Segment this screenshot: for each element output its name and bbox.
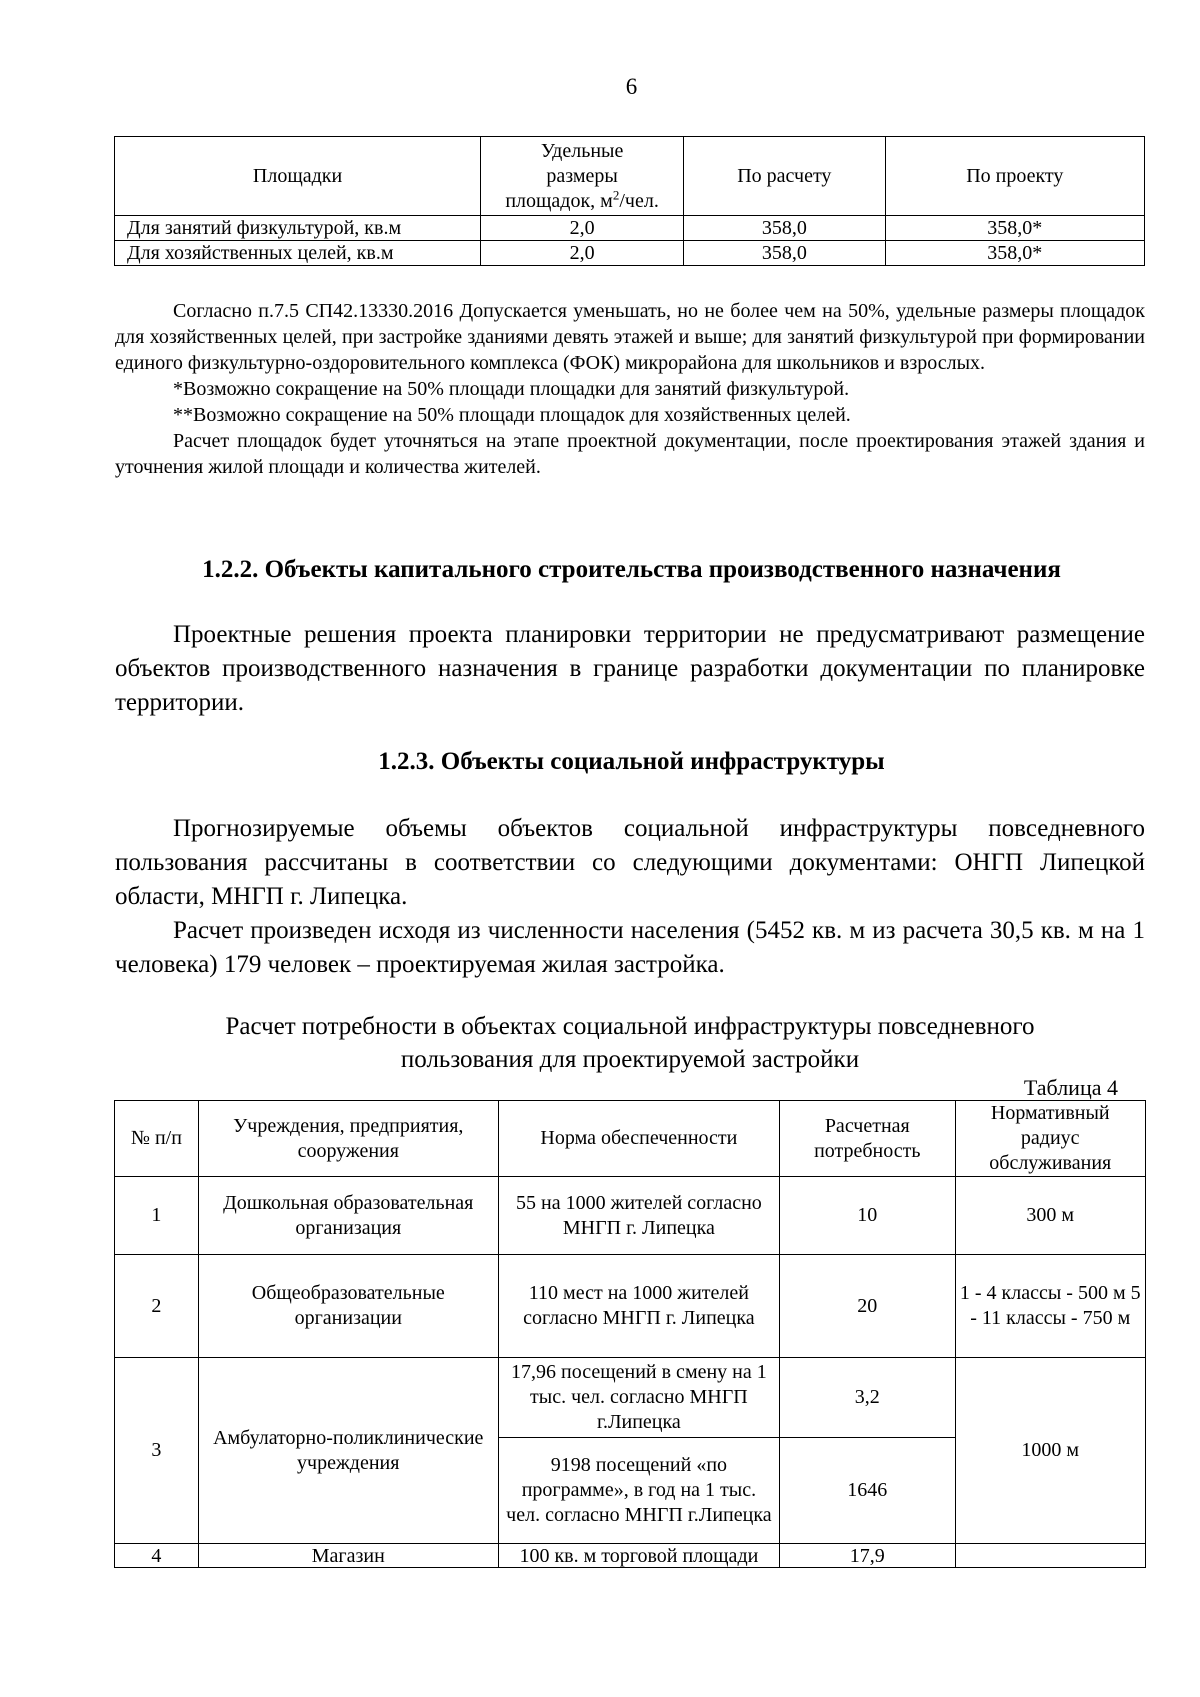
table-cell: 1646 [780, 1438, 955, 1544]
table-cell: 1 [115, 1177, 199, 1255]
table-cell: 3 [115, 1358, 199, 1544]
table-row [115, 1358, 1146, 1438]
header-cell: Нормативный радиус обслуживания [955, 1101, 1146, 1177]
notes-block [115, 298, 1145, 480]
table-cell: 9198 посещений «по программе», в год на 1 тыс. чел. согласно МНГП г.Липецка [498, 1438, 779, 1544]
table-cell: 2 [115, 1255, 199, 1358]
superscript: 2 [612, 186, 620, 202]
table-header-row [115, 137, 1145, 216]
note-paragraph: Расчет площадок будет уточняться на этапе проектной документации, после проектирования этажей здания и уточнения жилой площади и количества жителей. [115, 430, 1145, 478]
section-heading-1-2-2: 1.2.2. Объекты капитального строительства производственного назначения [202, 556, 1061, 583]
header-cell: № п/п [115, 1101, 199, 1177]
header-line: Удельные [540, 139, 624, 162]
table-cell: 358,0* [885, 241, 1144, 266]
table-cell: 20 [780, 1255, 955, 1358]
header-cell: Расчетная потребность [780, 1101, 955, 1177]
caption-line: пользования для проектируемой застройки [400, 1046, 860, 1073]
table-cell: 17,9 [780, 1544, 955, 1568]
playgrounds-table [114, 136, 1145, 266]
table-cell: Общеобразовательные организации [198, 1255, 498, 1358]
table-row [115, 241, 1145, 266]
header-cell: По проекту [885, 137, 1144, 216]
caption-line: Расчет потребности в объектах социальной инфраструктуры повседневного [225, 1013, 1035, 1040]
header-cell: Учреждения, предприятия, сооружения [198, 1101, 498, 1177]
table-row [115, 1544, 1146, 1568]
table-cell: 55 на 1000 жителей согласно МНГП г. Липецка [498, 1177, 779, 1255]
table-cell: 4 [115, 1544, 199, 1568]
table-header-row [115, 1101, 1146, 1177]
header-line: площадок, м [505, 189, 613, 212]
header-line: /чел. [619, 189, 659, 212]
note-paragraph: *Возможно сокращение на 50% площади площадки для занятий физкультурой. [173, 378, 850, 400]
note-paragraph: **Возможно сокращение на 50% площади площадок для хозяйственных целей. [173, 404, 851, 426]
table-cell: 358,0 [684, 241, 886, 266]
section-1-2-3-body [115, 812, 1145, 982]
header-line: размеры [546, 164, 618, 187]
table-cell: 100 кв. м торговой площади [498, 1544, 779, 1568]
table-cell: 300 м [955, 1177, 1146, 1255]
page-number: 6 [625, 74, 638, 99]
table-number-label: Таблица 4 [1023, 1075, 1118, 1100]
table-row [115, 1255, 1146, 1358]
table-row [115, 1177, 1146, 1255]
table-cell: Для хозяйственных целей, кв.м [115, 241, 481, 266]
section-heading-1-2-3: 1.2.3. Объекты социальной инфраструктуры [378, 748, 885, 775]
table-cell: Амбулаторно-поликлинические учреждения [198, 1358, 498, 1544]
table-cell: 110 мест на 1000 жителей согласно МНГП г. Липецка [498, 1255, 779, 1358]
table-cell: 358,0* [885, 216, 1144, 241]
table-cell: 2,0 [481, 241, 684, 266]
body-paragraph: Прогнозируемые объемы объектов социальной инфраструктуры повседневного пользования рассчитаны в соответствии со следующими документами: ОНГП Липецкой области, МНГП г. Липецка. [115, 815, 1145, 910]
header-cell: Норма обеспеченности [498, 1101, 779, 1177]
header-cell: Площадки [115, 137, 481, 216]
table-cell: Дошкольная образовательная организация [198, 1177, 498, 1255]
table-cell: 10 [780, 1177, 955, 1255]
section-1-2-2-text: Проектные решения проекта планировки территории не предусматривают размещение объектов производственного назначения в границе разработки документации по планировке территории. [115, 621, 1145, 716]
table-cell: Для занятий физкультурой, кв.м [115, 216, 481, 241]
table-cell: 17,96 посещений в смену на 1 тыс. чел. согласно МНГП г.Липецка [498, 1358, 779, 1438]
table-cell [955, 1544, 1146, 1568]
header-cell: По расчету [684, 137, 886, 216]
note-paragraph: Согласно п.7.5 СП42.13330.2016 Допускается уменьшать, но не более чем на 50%, удельные размеры площадок для хозяйственных целей, при застройке зданиями девять этажей и выше; для занятий физкультурой при формировании единого физкультурно-оздоровительного комплекса (ФОК) микрорайона для школьников и взрослых. [115, 300, 1145, 374]
body-paragraph: Расчет произведен исходя из численности населения (5452 кв. м из расчета 30,5 кв. м на 1 человека) 179 человек – проектируемая жилая застройка. [115, 917, 1145, 978]
table-caption [115, 1010, 1145, 1076]
table-row [115, 216, 1145, 241]
table-cell: Магазин [198, 1544, 498, 1568]
table-cell: 1000 м [955, 1358, 1146, 1544]
table-cell: 1 - 4 классы - 500 м 5 - 11 классы - 750 м [955, 1255, 1146, 1358]
table-cell: 2,0 [481, 216, 684, 241]
table-cell: 358,0 [684, 216, 886, 241]
social-infrastructure-table [114, 1100, 1146, 1568]
table-cell: 3,2 [780, 1358, 955, 1438]
header-cell [481, 137, 684, 216]
